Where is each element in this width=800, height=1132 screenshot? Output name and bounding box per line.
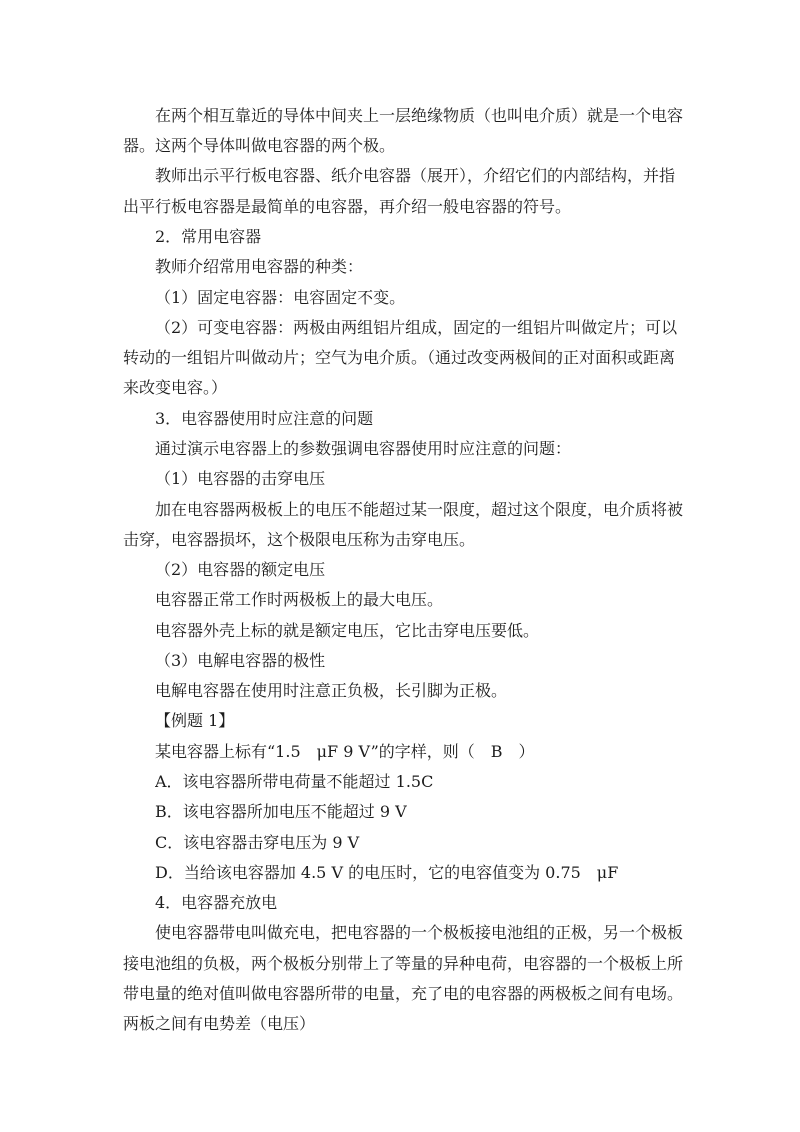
list-item: （1）电容器的击穿电压 [155, 469, 326, 488]
paragraph-line: 接电池组的负极，两个极板分别带上了等量的异种电荷，电容器的一个极板上所 [123, 954, 683, 973]
paragraph-line: 教师出示平行板电容器、纸介电容器（展开），介绍它们的内部结构，并指 [155, 166, 676, 185]
paragraph-line: 击穿，电容器损坏，这个极限电压称为击穿电压。 [123, 530, 476, 549]
section-heading: 4．电容器充放电 [155, 893, 278, 912]
paragraph-line: 来改变电容。） [123, 378, 228, 397]
paragraph-line: 两板之间有电势差（电压） [123, 1014, 316, 1033]
option-b: B．该电容器所加电压不能超过 9 V [155, 802, 407, 821]
paragraph-line: 电解电容器在使用时注意正负极，长引脚为正极。 [155, 681, 508, 700]
section-heading: 2．常用电容器 [155, 227, 262, 246]
option-d: D．当给该电容器加 4.5 V 的电压时，它的电容值变为 0.75 μF [155, 863, 619, 882]
option-c: C．该电容器击穿电压为 9 V [155, 833, 360, 852]
paragraph-line: 出平行板电容器是最简单的电容器，再介绍一般电容器的符号。 [123, 197, 572, 216]
section-heading: 3．电容器使用时应注意的问题 [155, 409, 374, 428]
option-a: A．该电容器所带电荷量不能超过 1.5C [155, 772, 434, 791]
list-item: （2）可变电容器：两极由两组铝片组成，固定的一组铝片叫做定片；可以 [155, 318, 678, 337]
example-heading: 【例题 1】 [155, 711, 235, 730]
paragraph-line: 转动的一组铝片叫做动片；空气为电介质。（通过改变两极间的正对面积或距离 [123, 348, 676, 367]
question-stem: 某电容器上标有“1.5 μF 9 V”的字样，则（ B ） [155, 742, 535, 761]
list-item: （2）电容器的额定电压 [155, 560, 326, 579]
paragraph-line: 在两个相互靠近的导体中间夹上一层绝缘物质（也叫电介质）就是一个电容 [155, 106, 683, 125]
paragraph-line: 加在电容器两极板上的电压不能超过某一限度，超过这个限度，电介质将被 [155, 500, 683, 519]
paragraph-line: 教师介绍常用电容器的种类： [155, 257, 364, 276]
paragraph-line: 器。这两个导体叫做电容器的两个极。 [123, 136, 396, 155]
paragraph-line: 带电量的绝对值叫做电容器所带的电量，充了电的电容器的两极板之间有电场。 [123, 984, 683, 1003]
paragraph-line: 使电容器带电叫做充电，把电容器的一个极板接电池组的正极，另一个极板 [155, 923, 683, 942]
list-item: （3）电解电容器的极性 [155, 651, 326, 670]
paragraph-line: 电容器正常工作时两极板上的最大电压。 [155, 590, 444, 609]
list-item: （1）固定电容器：电容固定不变。 [155, 288, 406, 307]
paragraph-line: 通过演示电容器上的参数强调电容器使用时应注意的问题： [155, 439, 572, 458]
paragraph-line: 电容器外壳上标的就是额定电压，它比击穿电压要低。 [155, 621, 540, 640]
